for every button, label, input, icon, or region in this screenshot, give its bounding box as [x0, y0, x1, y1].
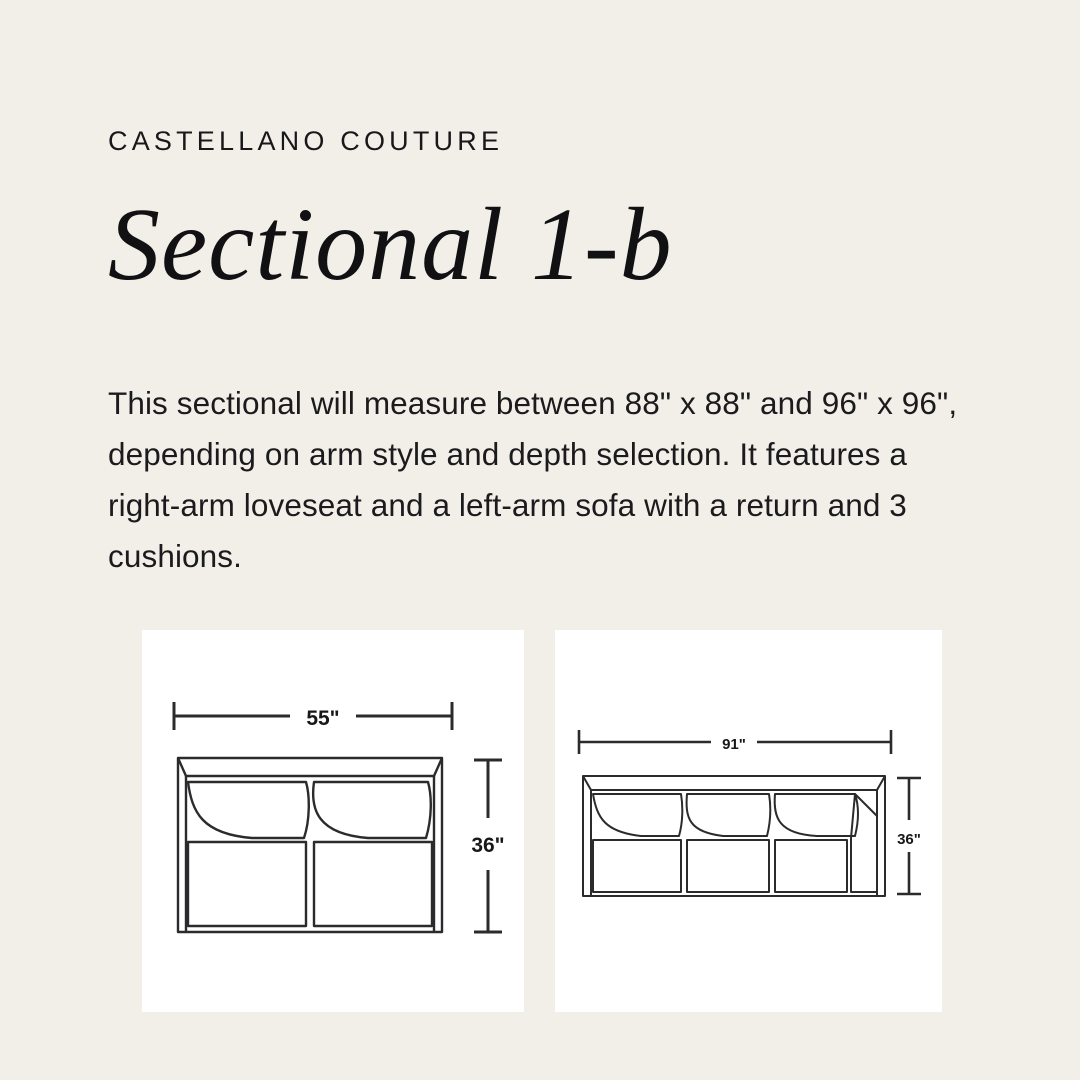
sofa-depth-label: 36" [897, 831, 921, 848]
sofa-diagram-card [555, 630, 942, 1012]
sofa-width-label: 91" [722, 736, 746, 753]
brand-name: CASTELLANO COUTURE [108, 126, 504, 156]
loveseat-outline [178, 758, 442, 932]
loveseat-diagram-card [142, 630, 524, 1012]
sofa-diagram [555, 630, 942, 1012]
page-title: Sectional 1-b [108, 187, 673, 302]
diagram-group [142, 630, 942, 1012]
description-text: This sectional will measure between 88" x 88" and 96" x 96", depending on arm style and depth selection. It features a right-arm loveseat and a left-arm sofa with a return and 3 cushions. [108, 385, 958, 574]
sofa-outline [583, 776, 885, 896]
loveseat-diagram [142, 630, 524, 1012]
loveseat-width-label: 55" [306, 707, 340, 730]
loveseat-depth-label: 36" [471, 834, 505, 857]
